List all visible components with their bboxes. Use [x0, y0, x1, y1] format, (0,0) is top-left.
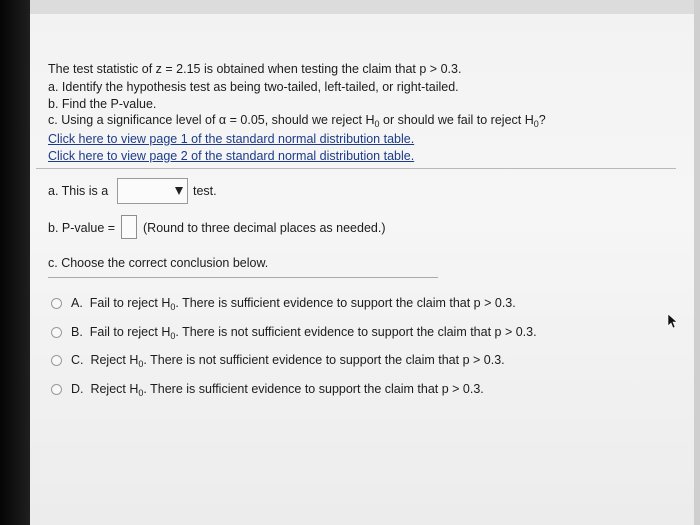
option-c-radio[interactable] [51, 355, 62, 366]
option-lead: Fail to reject H [89, 296, 171, 310]
rounding-hint: (Round to three decimal places as needed.) [143, 221, 386, 235]
option-a[interactable] [71, 296, 516, 312]
subscript: 0 [170, 302, 176, 312]
p-value-input[interactable] [121, 215, 137, 239]
question-part-c [48, 113, 546, 129]
option-rest: . There is sufficient evidence to support the claim that p > 0.3. [175, 296, 516, 310]
option-d[interactable] [71, 382, 484, 398]
subscript: 0 [533, 119, 539, 129]
option-letter: D. [71, 382, 84, 396]
subscript: 0 [138, 359, 144, 369]
question-part-b: b. Find the P-value. [48, 97, 157, 111]
subscript: 0 [170, 331, 176, 341]
part-c-suffix: ? [538, 113, 546, 127]
option-rest: . There is not sufficient evidence to support the claim that p > 0.3. [143, 353, 505, 367]
prompt-underline [48, 277, 438, 278]
answer-b-prefix: b. P-value = [48, 221, 116, 235]
option-letter: C. [71, 353, 84, 367]
option-lead: Reject H [90, 382, 139, 396]
subscript: 0 [374, 119, 380, 129]
option-letter: A. [71, 296, 83, 310]
answer-a-prefix: a. This is a [48, 184, 109, 198]
part-c-middle: or should we fail to reject H [379, 113, 534, 127]
option-b-radio[interactable] [51, 327, 62, 338]
option-a-radio[interactable] [51, 298, 62, 309]
answer-c-prompt: c. Choose the correct conclusion below. [48, 256, 269, 270]
question-part-a: a. Identify the hypothesis test as being two-tailed, left-tailed, or right-tailed. [48, 80, 459, 94]
option-d-radio[interactable] [51, 384, 62, 395]
mouse-cursor-icon [667, 313, 677, 329]
normal-table-page2-link[interactable]: Click here to view page 2 of the standard normal distribution table. [48, 149, 415, 163]
scrollbar-track[interactable] [694, 0, 700, 525]
option-lead: Fail to reject H [89, 325, 171, 339]
answer-a-suffix: test. [193, 184, 217, 198]
normal-table-page1-link[interactable]: Click here to view page 1 of the standard normal distribution table. [48, 132, 415, 146]
dropdown-arrow-icon [175, 187, 183, 195]
subscript: 0 [138, 388, 144, 398]
option-b[interactable] [71, 325, 537, 341]
part-c-prefix: c. Using a significance level of α = 0.05, should we reject H [48, 113, 375, 127]
option-c[interactable] [71, 353, 505, 369]
monitor-bezel-left [0, 0, 30, 525]
section-divider [36, 168, 676, 169]
top-strip [30, 0, 700, 14]
option-rest: . There is not sufficient evidence to support the claim that p > 0.3. [175, 325, 537, 339]
tail-type-dropdown[interactable] [117, 178, 188, 204]
question-intro: The test statistic of z = 2.15 is obtained when testing the claim that p > 0.3. [48, 62, 462, 76]
option-rest: . There is sufficient evidence to support the claim that p > 0.3. [143, 382, 484, 396]
option-letter: B. [71, 325, 83, 339]
option-lead: Reject H [90, 353, 139, 367]
